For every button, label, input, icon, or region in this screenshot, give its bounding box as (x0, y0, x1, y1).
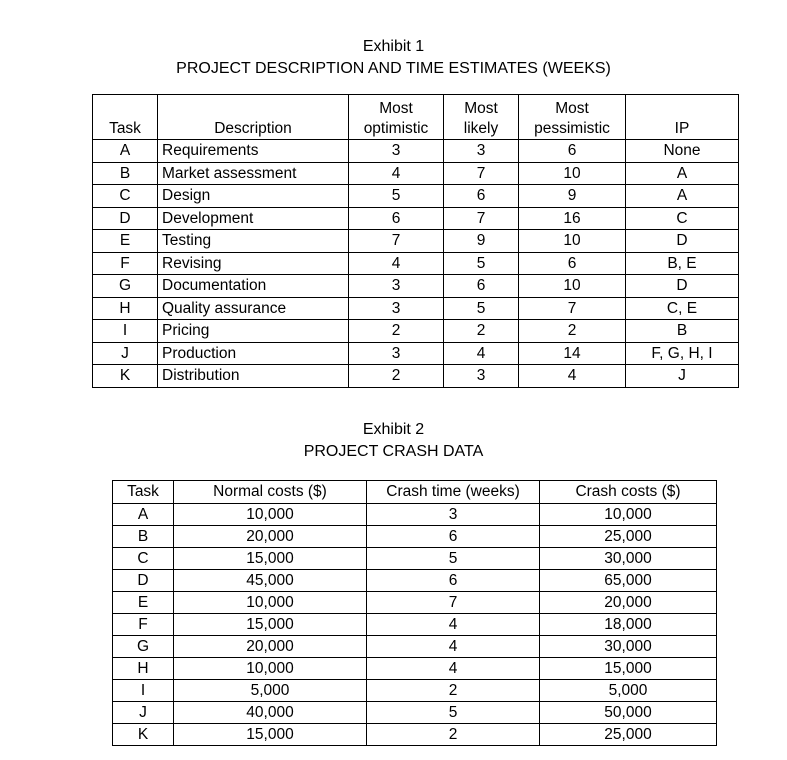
table-row (113, 680, 717, 702)
cell-ip: A (626, 162, 739, 185)
table-row (93, 365, 739, 388)
table-row (93, 230, 739, 253)
table-header-row (93, 95, 739, 140)
cell-crash-time: 4 (367, 658, 540, 680)
cell-crash-time: 5 (367, 548, 540, 570)
cell-task: E (113, 592, 174, 614)
table-row (113, 658, 717, 680)
cell-task: C (113, 548, 174, 570)
cell-task: B (93, 162, 158, 185)
cell-optimistic: 3 (349, 275, 444, 298)
cell-description: Quality assurance (158, 297, 349, 320)
header-normal-costs: Normal costs ($) (174, 481, 367, 504)
header-optimistic (349, 95, 444, 140)
cell-ip: A (626, 185, 739, 208)
table-row (113, 702, 717, 724)
cell-pessimistic: 9 (519, 185, 626, 208)
table-row (93, 252, 739, 275)
cell-task: H (93, 297, 158, 320)
table-row (113, 526, 717, 548)
cell-optimistic: 5 (349, 185, 444, 208)
cell-task: D (93, 207, 158, 230)
header-optimistic-top: Most (379, 100, 413, 117)
cell-task: G (113, 636, 174, 658)
cell-ip: J (626, 365, 739, 388)
cell-task: G (93, 275, 158, 298)
cell-description: Documentation (158, 275, 349, 298)
header-likely (444, 95, 519, 140)
cell-ip: D (626, 275, 739, 298)
cell-description: Pricing (158, 320, 349, 343)
cell-likely: 5 (444, 297, 519, 320)
cell-optimistic: 7 (349, 230, 444, 253)
cell-crash-costs: 15,000 (540, 658, 717, 680)
cell-likely: 7 (444, 207, 519, 230)
table-row (93, 162, 739, 185)
cell-crash-time: 2 (367, 680, 540, 702)
exhibit2-subtitle: PROJECT CRASH DATA (303, 443, 484, 460)
cell-likely: 9 (444, 230, 519, 253)
cell-pessimistic: 10 (519, 230, 626, 253)
cell-task: E (93, 230, 158, 253)
cell-ip: C (626, 207, 739, 230)
cell-task: F (93, 252, 158, 275)
cell-task: K (93, 365, 158, 388)
cell-pessimistic: 4 (519, 365, 626, 388)
cell-ip: F, G, H, I (626, 342, 739, 365)
cell-normal-costs: 15,000 (174, 548, 367, 570)
cell-pessimistic: 16 (519, 207, 626, 230)
cell-description: Production (158, 342, 349, 365)
cell-ip: B, E (626, 252, 739, 275)
cell-likely: 2 (444, 320, 519, 343)
cell-task: J (113, 702, 174, 724)
cell-task: F (113, 614, 174, 636)
cell-ip: C, E (626, 297, 739, 320)
header-pessimistic (519, 95, 626, 140)
table-row (113, 724, 717, 746)
table-row (113, 504, 717, 526)
cell-description: Testing (158, 230, 349, 253)
cell-task: J (93, 342, 158, 365)
cell-crash-costs: 65,000 (540, 570, 717, 592)
header-pessimistic-bottom: pessimistic (534, 120, 610, 137)
time-estimates-body (93, 140, 739, 388)
cell-normal-costs: 10,000 (174, 504, 367, 526)
cell-ip: None (626, 140, 739, 163)
time-estimates-table (92, 94, 739, 388)
cell-description: Development (158, 207, 349, 230)
header-task: Task (93, 95, 158, 140)
table-row (93, 297, 739, 320)
cell-task: I (113, 680, 174, 702)
table-row (113, 548, 717, 570)
header-optimistic-bottom: optimistic (363, 120, 429, 137)
cell-optimistic: 4 (349, 252, 444, 275)
cell-likely: 6 (444, 185, 519, 208)
header-crash-time: Crash time (weeks) (367, 481, 540, 504)
cell-task: D (113, 570, 174, 592)
table-row (113, 570, 717, 592)
cell-description: Requirements (158, 140, 349, 163)
cell-likely: 3 (444, 365, 519, 388)
cell-crash-time: 3 (367, 504, 540, 526)
header-likely-top: Most (464, 100, 498, 117)
cell-crash-costs: 18,000 (540, 614, 717, 636)
cell-crash-time: 7 (367, 592, 540, 614)
table-row (113, 592, 717, 614)
cell-description: Distribution (158, 365, 349, 388)
cell-crash-costs: 30,000 (540, 548, 717, 570)
cell-normal-costs: 15,000 (174, 724, 367, 746)
table-row (93, 342, 739, 365)
cell-task: K (113, 724, 174, 746)
table-row (113, 614, 717, 636)
header-crash-costs: Crash costs ($) (540, 481, 717, 504)
cell-optimistic: 3 (349, 297, 444, 320)
table-header-row (113, 481, 717, 504)
cell-crash-costs: 20,000 (540, 592, 717, 614)
cell-task: H (113, 658, 174, 680)
cell-pessimistic: 6 (519, 140, 626, 163)
cell-normal-costs: 10,000 (174, 658, 367, 680)
cell-optimistic: 3 (349, 140, 444, 163)
cell-normal-costs: 45,000 (174, 570, 367, 592)
table-row (93, 275, 739, 298)
cell-crash-time: 4 (367, 614, 540, 636)
table-row (93, 207, 739, 230)
table-row (93, 140, 739, 163)
cell-task: A (93, 140, 158, 163)
cell-normal-costs: 10,000 (174, 592, 367, 614)
cell-pessimistic: 6 (519, 252, 626, 275)
cell-pessimistic: 10 (519, 162, 626, 185)
cell-task: C (93, 185, 158, 208)
header-description: Description (158, 95, 349, 140)
cell-normal-costs: 5,000 (174, 680, 367, 702)
cell-normal-costs: 20,000 (174, 526, 367, 548)
exhibit1-title: Exhibit 1 (362, 38, 425, 55)
cell-likely: 5 (444, 252, 519, 275)
cell-crash-costs: 50,000 (540, 702, 717, 724)
cell-likely: 6 (444, 275, 519, 298)
cell-crash-costs: 25,000 (540, 526, 717, 548)
cell-crash-costs: 5,000 (540, 680, 717, 702)
cell-pessimistic: 2 (519, 320, 626, 343)
cell-ip: D (626, 230, 739, 253)
cell-crash-costs: 25,000 (540, 724, 717, 746)
exhibit2-title: Exhibit 2 (362, 421, 425, 438)
cell-task: I (93, 320, 158, 343)
crash-data-body (113, 504, 717, 746)
cell-description: Revising (158, 252, 349, 275)
cell-likely: 3 (444, 140, 519, 163)
cell-optimistic: 2 (349, 365, 444, 388)
crash-data-table (112, 480, 717, 746)
cell-optimistic: 6 (349, 207, 444, 230)
cell-normal-costs: 40,000 (174, 702, 367, 724)
cell-optimistic: 3 (349, 342, 444, 365)
cell-crash-costs: 30,000 (540, 636, 717, 658)
cell-pessimistic: 10 (519, 275, 626, 298)
header-likely-bottom: likely (463, 120, 499, 137)
cell-task: A (113, 504, 174, 526)
header-task: Task (113, 481, 174, 504)
cell-normal-costs: 20,000 (174, 636, 367, 658)
cell-pessimistic: 14 (519, 342, 626, 365)
cell-crash-time: 4 (367, 636, 540, 658)
cell-optimistic: 2 (349, 320, 444, 343)
cell-crash-costs: 10,000 (540, 504, 717, 526)
cell-description: Design (158, 185, 349, 208)
header-pessimistic-top: Most (555, 100, 589, 117)
cell-task: B (113, 526, 174, 548)
cell-crash-time: 5 (367, 702, 540, 724)
table-row (113, 636, 717, 658)
exhibit1-subtitle: PROJECT DESCRIPTION AND TIME ESTIMATES (WEEKS) (176, 60, 611, 77)
cell-likely: 7 (444, 162, 519, 185)
cell-likely: 4 (444, 342, 519, 365)
cell-optimistic: 4 (349, 162, 444, 185)
table-row (93, 185, 739, 208)
header-ip: IP (626, 95, 739, 140)
cell-description: Market assessment (158, 162, 349, 185)
cell-ip: B (626, 320, 739, 343)
cell-crash-time: 6 (367, 526, 540, 548)
cell-crash-time: 6 (367, 570, 540, 592)
cell-crash-time: 2 (367, 724, 540, 746)
table-row (93, 320, 739, 343)
cell-pessimistic: 7 (519, 297, 626, 320)
cell-normal-costs: 15,000 (174, 614, 367, 636)
